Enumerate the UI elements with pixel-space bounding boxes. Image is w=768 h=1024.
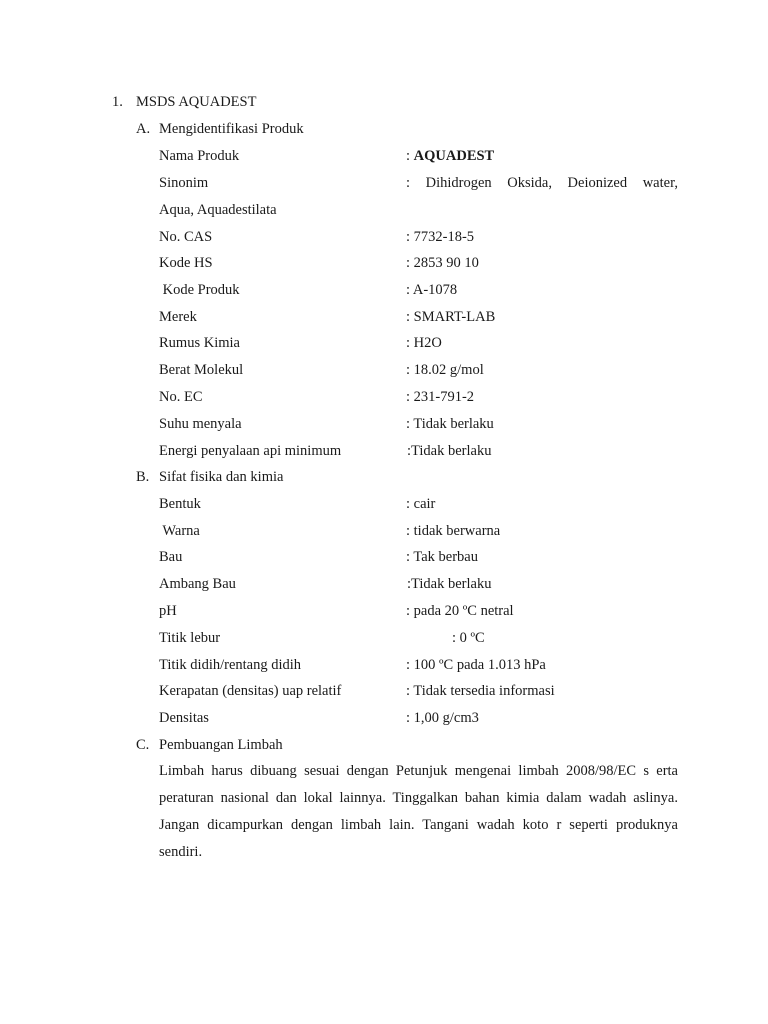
row-value: : Tidak berlaku <box>406 416 494 432</box>
row-label: Merek <box>159 309 197 325</box>
row-value: :Tidak berlaku <box>407 443 492 459</box>
row-value: : 231-791-2 <box>406 389 475 405</box>
row-label: Kode Produk <box>159 282 240 298</box>
row-label: Energi penyalaan api minimum <box>159 443 342 459</box>
row-value: : 100 ºC pada 1.013 hPa <box>406 657 546 673</box>
row-value: : 18.02 g/mol <box>406 362 484 378</box>
synonym-part: Oksida, <box>507 175 552 191</box>
row-label: Densitas <box>159 710 209 726</box>
row-value: : Tidak tersedia informasi <box>406 683 555 699</box>
row-value: : tidak berwarna <box>406 523 501 539</box>
synonym-part: Dihidrogen <box>425 175 492 191</box>
row-value: : 1,00 g/cm3 <box>406 710 479 726</box>
row-label: Kode HS <box>159 255 213 271</box>
row-value: : 7732-18-5 <box>406 229 475 245</box>
row-label: Sinonim <box>159 175 209 191</box>
synonym-part: water, <box>642 175 678 191</box>
synonym-part: : <box>406 175 411 191</box>
row-value-colon: : <box>406 148 414 164</box>
row-label: Nama Produk <box>159 148 240 164</box>
document-title: MSDS AQUADEST <box>136 94 257 110</box>
row-label: pH <box>159 603 177 619</box>
row-label: Ambang Bau <box>159 576 236 592</box>
row-value: : Tak berbau <box>406 549 478 565</box>
section-a-title: Mengidentifikasi Produk <box>159 121 304 137</box>
row-label: Titik lebur <box>159 630 221 646</box>
row-value <box>406 146 494 166</box>
product-name-value: AQUADEST <box>413 148 495 164</box>
list-number: 1. <box>112 94 123 110</box>
row-value: : cair <box>406 496 436 512</box>
row-value: : A-1078 <box>406 282 458 298</box>
synonym-value-continued: Aqua, Aquadestilata <box>159 202 277 218</box>
section-b-title: Sifat fisika dan kimia <box>159 469 284 485</box>
row-value: : SMART-LAB <box>406 309 496 325</box>
row-label: Kerapatan (densitas) uap relatif <box>159 683 342 699</box>
section-b-letter: B. <box>136 469 150 485</box>
synonym-value-line <box>406 173 678 193</box>
row-label: Titik didih/rentang didih <box>159 657 302 673</box>
section-c-title: Pembuangan Limbah <box>159 737 283 753</box>
row-label: Bau <box>159 549 183 565</box>
row-value: :Tidak berlaku <box>407 576 492 592</box>
row-label: Suhu menyala <box>159 416 242 432</box>
row-value: : 2853 90 10 <box>406 255 479 271</box>
synonym-part: Deionized <box>567 175 628 191</box>
row-label: No. EC <box>159 389 203 405</box>
row-label: Warna <box>159 523 200 539</box>
section-a-letter: A. <box>136 121 151 137</box>
row-value: : 0 ºC <box>452 630 485 646</box>
row-label: No. CAS <box>159 229 213 245</box>
row-label: Bentuk <box>159 496 201 512</box>
waste-disposal-paragraph: Limbah harus dibuang sesuai dengan Petunjuk mengenai limbah 2008/98/EC s erta peraturan nasional dan lokal lainnya. Tinggalkan bahan kimia dalam wadah aslinya. Jangan dicampurkan dengan limbah lain. Tangani wadah koto r seperti produknya sendiri. <box>159 763 678 860</box>
row-value: : pada 20 ºC netral <box>406 603 514 619</box>
section-c-letter: C. <box>136 737 150 753</box>
row-label: Rumus Kimia <box>159 335 240 351</box>
row-label: Berat Molekul <box>159 362 244 378</box>
row-value: : H2O <box>406 335 442 351</box>
